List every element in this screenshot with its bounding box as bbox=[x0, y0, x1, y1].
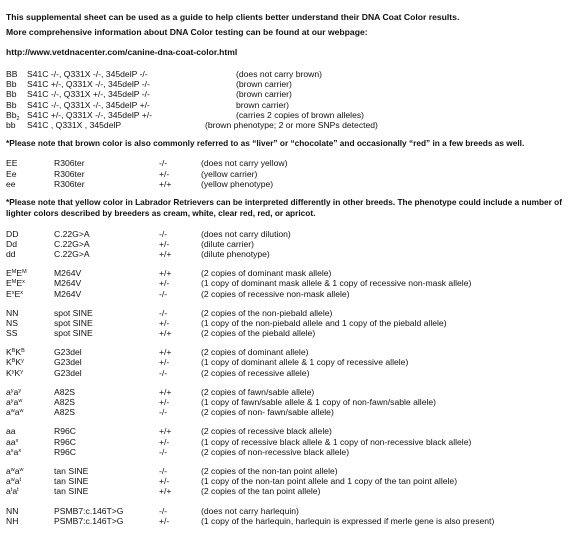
interpretation: (2 copies of recessive black allele) bbox=[201, 426, 332, 437]
interpretation: (does not carry harlequin) bbox=[201, 505, 299, 516]
result: +/- bbox=[159, 238, 170, 249]
genotype: ee bbox=[6, 178, 16, 189]
genotype: $E^xE^x$ bbox=[6, 288, 23, 299]
interpretation: (1 copy of recessive black allele & 1 copy of non-recessive black allele) bbox=[201, 436, 472, 447]
interpretation: (dilute carrier) bbox=[201, 238, 255, 249]
genotype: $a^xa^x$ bbox=[6, 446, 22, 457]
interpretation: (2 copies of the non-piebald allele) bbox=[201, 307, 333, 318]
genotype: NN bbox=[6, 307, 19, 318]
interpretation: (2 copies of recessive non-mask allele) bbox=[201, 288, 350, 299]
table-row bbox=[6, 476, 581, 486]
mutation: C.22G>A bbox=[54, 238, 90, 249]
mutation: spot SINE bbox=[54, 307, 93, 318]
mutation: S41C -/-, Q331X -/-, 345delP +/- bbox=[27, 99, 150, 110]
table-row bbox=[6, 239, 581, 249]
result: +/- bbox=[159, 476, 170, 487]
mutation: S41C +/-, Q331X -/-, 345delP -/- bbox=[27, 79, 150, 90]
interpretation: (2 copies of fawn/sable allele) bbox=[201, 386, 315, 397]
table-row bbox=[6, 368, 581, 378]
genotype: aa bbox=[6, 426, 16, 437]
mutation: G23del bbox=[54, 357, 82, 368]
interpretation: (2 copies of dominant mask allele) bbox=[201, 268, 332, 279]
result: +/- bbox=[159, 278, 170, 289]
mutation: C.22G>A bbox=[54, 228, 90, 239]
interpretation: (carries 2 copies of brown alleles) bbox=[236, 109, 365, 120]
interpretation: (2 copies of dominant allele) bbox=[201, 347, 309, 358]
mutation: M264V bbox=[54, 288, 82, 299]
table-row bbox=[6, 426, 581, 436]
mutation: R306ter bbox=[54, 178, 85, 189]
result: -/- bbox=[159, 288, 168, 299]
mutation: PSMB7:c.146T>G bbox=[54, 505, 124, 516]
mutation: R96C bbox=[54, 436, 76, 447]
brown-section bbox=[6, 69, 581, 130]
supplemental-sheet bbox=[6, 10, 581, 526]
interpretation: (1 copy of dominant mask allele & 1 copy of recessive non-mask allele) bbox=[201, 278, 472, 289]
table-row bbox=[6, 486, 581, 496]
table-row bbox=[6, 328, 581, 338]
genotype: $a^ya^y$ bbox=[6, 386, 22, 397]
mutation: R96C bbox=[54, 426, 76, 437]
result: -/- bbox=[159, 307, 168, 318]
table-row bbox=[6, 397, 581, 407]
mutation: S41C -/-, Q331X +/-, 345delP -/- bbox=[27, 89, 150, 100]
interpretation: (1 copy of the non-tan point allele and 1 copy of the tan point allele) bbox=[201, 476, 458, 487]
result: +/- bbox=[159, 515, 170, 526]
table-row bbox=[6, 278, 581, 288]
intro-line-1: This supplemental sheet can be used as a guide to help clients better understand their DNA Coat Color results. bbox=[6, 12, 460, 22]
genotype: $K^BK^y$ bbox=[6, 357, 24, 368]
table-row bbox=[6, 289, 581, 299]
mutation: A82S bbox=[54, 386, 76, 397]
mutation: M264V bbox=[54, 278, 82, 289]
interpretation: (does not carry brown) bbox=[236, 69, 322, 79]
interpretation: (2 copies of the non-tan point allele) bbox=[201, 465, 338, 476]
interpretation: (1 copy of the non-piebald allele and 1 copy of the piebald allele) bbox=[201, 317, 447, 328]
intro-line-2: More comprehensive information about DNA Color testing can be found at our webpage: bbox=[6, 27, 368, 37]
genotype: Ee bbox=[6, 168, 17, 179]
interpretation: (does not carry dilution) bbox=[201, 228, 291, 239]
marker-group bbox=[6, 466, 581, 497]
marker-group bbox=[6, 229, 581, 260]
interpretation: (yellow carrier) bbox=[201, 168, 258, 179]
table-row bbox=[6, 308, 581, 318]
result: +/- bbox=[159, 168, 170, 179]
table-row bbox=[6, 357, 581, 367]
marker-group bbox=[6, 268, 581, 299]
genotype: NN bbox=[6, 505, 19, 516]
interpretation: (1 copy of fawn/sable allele & 1 copy of non-fawn/sable allele) bbox=[201, 397, 437, 408]
genotype: Bb bbox=[6, 79, 17, 90]
mutation: S41C +/-, Q331X -/-, 345delP +/- bbox=[27, 109, 152, 120]
mutation: tan SINE bbox=[54, 465, 89, 476]
interpretation: (brown phenotype; 2 or more SNPs detected) bbox=[205, 119, 378, 130]
marker-group bbox=[6, 506, 581, 526]
mutation: R96C bbox=[54, 446, 76, 457]
interpretation: (brown carrier) bbox=[236, 79, 292, 90]
table-row bbox=[6, 318, 581, 328]
genotype: DD bbox=[6, 228, 19, 239]
interpretation: (dilute phenotype) bbox=[201, 248, 270, 259]
table-row bbox=[6, 110, 581, 120]
mutation: S41C , Q331X , 345delP bbox=[27, 119, 122, 130]
result: -/- bbox=[159, 407, 168, 418]
mutation: tan SINE bbox=[54, 476, 89, 487]
table-row bbox=[6, 387, 581, 397]
interpretation: (yellow phenotype) bbox=[201, 178, 274, 189]
yellow-footnote: *Please note that yellow color in Labrador Retrievers can be interpreted differently in other breeds. The phenotype could include a number of lighter colors described by breeders as cream, white, clear red, red, or apricot. bbox=[6, 196, 563, 219]
genotype: NS bbox=[6, 317, 18, 328]
genotype: $E^ME^M$ bbox=[6, 268, 27, 279]
mutation: R306ter bbox=[54, 168, 85, 179]
result: -/- bbox=[159, 446, 168, 457]
genotype: $a^wa^w$ bbox=[6, 407, 24, 418]
mutation: G23del bbox=[54, 367, 82, 378]
interpretation: (2 copies of the piebald allele) bbox=[201, 328, 316, 339]
mutation: A82S bbox=[54, 397, 76, 408]
result: +/+ bbox=[159, 347, 172, 358]
table-row bbox=[6, 516, 581, 526]
marker-groups bbox=[6, 229, 581, 526]
result: +/- bbox=[159, 357, 170, 368]
interpretation: brown carrier) bbox=[236, 99, 290, 110]
table-row bbox=[6, 120, 581, 130]
table-row bbox=[6, 158, 581, 168]
genotype: $E^ME^x$ bbox=[6, 278, 25, 289]
table-row bbox=[6, 506, 581, 516]
brown-footnote: *Please note that brown color is also commonly referred to as “liver” or “chocolate” and occasionally “red” in a few breeds as well. bbox=[6, 138, 525, 149]
genotype: Bb bbox=[6, 89, 17, 100]
genotype: dd bbox=[6, 248, 16, 259]
table-row bbox=[6, 229, 581, 239]
result: +/+ bbox=[159, 178, 172, 189]
marker-group bbox=[6, 347, 581, 378]
table-row bbox=[6, 100, 581, 110]
result: +/+ bbox=[159, 426, 172, 437]
interpretation: (1 copy of the harlequin, harlequin is expressed if merle gene is also present) bbox=[201, 515, 495, 526]
result: -/- bbox=[159, 465, 168, 476]
marker-group bbox=[6, 426, 581, 457]
result: +/+ bbox=[159, 386, 172, 397]
genotype: $Bb_2$ bbox=[6, 109, 20, 122]
genotype: $a^wa^w$ bbox=[6, 465, 24, 476]
result: -/- bbox=[159, 505, 168, 516]
genotype: bb bbox=[6, 119, 16, 130]
mutation: S41C -/-, Q331X -/-, 345delP -/- bbox=[27, 69, 148, 79]
genotype: $a^ta^t$ bbox=[6, 486, 19, 497]
interpretation: (1 copy of dominant allele & 1 copy of recessive allele) bbox=[201, 357, 409, 368]
result: +/- bbox=[159, 317, 170, 328]
marker-group bbox=[6, 308, 581, 339]
interpretation: (does not carry yellow) bbox=[201, 158, 288, 169]
mutation: C.22G>A bbox=[54, 248, 90, 259]
webpage-link[interactable]: http://www.vetdnacenter.com/canine-dna-coat-color.html bbox=[6, 47, 238, 57]
mutation: A82S bbox=[54, 407, 76, 418]
result: +/+ bbox=[159, 486, 172, 497]
mutation: G23del bbox=[54, 347, 82, 358]
genotype: BB bbox=[6, 69, 18, 79]
result: -/- bbox=[159, 228, 168, 239]
result: +/- bbox=[159, 397, 170, 408]
table-row bbox=[6, 89, 581, 99]
genotype: Dd bbox=[6, 238, 17, 249]
interpretation: (2 copies of recessive allele) bbox=[201, 367, 310, 378]
table-row bbox=[6, 447, 581, 457]
mutation: R306ter bbox=[54, 158, 85, 169]
table-row bbox=[6, 79, 581, 89]
yellow-section bbox=[6, 158, 581, 189]
genotype: $K^yK^y$ bbox=[6, 367, 23, 378]
result: +/- bbox=[159, 436, 170, 447]
table-row bbox=[6, 437, 581, 447]
mutation: PSMB7:c.146T>G bbox=[54, 515, 124, 526]
result: +/+ bbox=[159, 328, 172, 339]
genotype: $aa^x$ bbox=[6, 436, 19, 447]
genotype: SS bbox=[6, 328, 18, 339]
table-row bbox=[6, 347, 581, 357]
genotype: $a^wa^t$ bbox=[6, 476, 22, 487]
marker-group bbox=[6, 387, 581, 418]
interpretation: (2 copies of non-recessive black allele) bbox=[201, 446, 350, 457]
table-row bbox=[6, 169, 581, 179]
table-row bbox=[6, 69, 581, 79]
result: -/- bbox=[159, 158, 168, 169]
mutation: tan SINE bbox=[54, 486, 89, 497]
table-row bbox=[6, 249, 581, 259]
table-row bbox=[6, 407, 581, 417]
mutation: spot SINE bbox=[54, 317, 93, 328]
mutation: M264V bbox=[54, 268, 82, 279]
genotype: $K^BK^B$ bbox=[6, 347, 25, 358]
table-row bbox=[6, 466, 581, 476]
genotype: $a^ya^w$ bbox=[6, 397, 23, 408]
interpretation: (2 copies of non- fawn/sable allele) bbox=[201, 407, 334, 418]
genotype: EE bbox=[6, 158, 18, 169]
genotype: NH bbox=[6, 515, 19, 526]
genotype: Bb bbox=[6, 99, 17, 110]
result: -/- bbox=[159, 367, 168, 378]
interpretation: (2 copies of the tan point allele) bbox=[201, 486, 321, 497]
result: +/+ bbox=[159, 268, 172, 279]
interpretation: (brown carrier) bbox=[236, 89, 292, 100]
result: +/+ bbox=[159, 248, 172, 259]
table-row bbox=[6, 268, 581, 278]
table-row bbox=[6, 179, 581, 189]
mutation: spot SINE bbox=[54, 328, 93, 339]
